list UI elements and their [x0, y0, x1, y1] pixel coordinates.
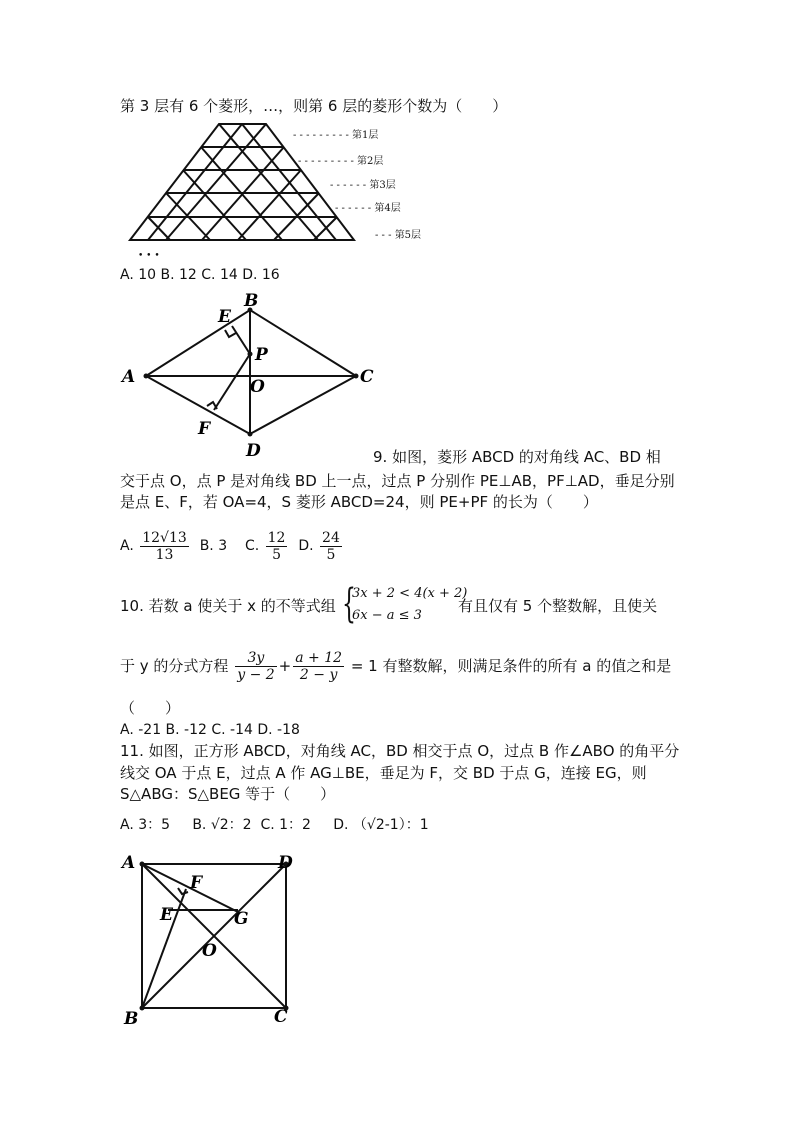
q11-label-g: G: [234, 909, 249, 929]
q9-label-a: A: [122, 367, 136, 387]
q9-option-a-numerator: 12√13: [142, 529, 187, 546]
q8-layer-4-label: 第4层: [374, 203, 401, 214]
q8-layer-5-row: [375, 226, 421, 241]
q10-answer-paren: （ ）: [120, 699, 181, 717]
q8-layer-2-row: [298, 152, 383, 167]
q9-option-c-denominator: 5: [272, 546, 281, 563]
q9-option-d-letter: D.: [298, 538, 314, 554]
q9-option-a-letter: A.: [120, 538, 134, 554]
q11-label-d: D: [278, 853, 293, 873]
q9-label-c: C: [360, 367, 374, 387]
q8-layer-5-label: 第5层: [394, 230, 422, 241]
q9-option-c-fraction: [266, 530, 288, 563]
q8-layer-1-label: 第1层: [352, 130, 379, 141]
q11-option-c: C. 1：2: [260, 817, 311, 833]
q11-line-2: 线交 OA 于点 E，过点 A 作 AG⊥BE，垂足为 F，交 BD 于点 G，连接 EG，则: [120, 764, 647, 782]
q11-options: [120, 815, 429, 835]
q9-options: [120, 524, 344, 568]
q9-option-c-letter: C.: [244, 538, 260, 554]
q9-label-e: E: [218, 307, 231, 327]
q10-fraction-1-denominator: y − 2: [237, 667, 275, 683]
q10-inequality-brace: {: [342, 581, 356, 627]
q11-label-a: A: [122, 853, 136, 873]
q10-options: A. -21 B. -12 C. -14 D. -18: [120, 722, 300, 738]
q10-line-1-prefix: 10. 若数 a 使关于 x 的不等式组: [120, 597, 336, 615]
q11-line-1: 11. 如图，正方形 ABCD，对角线 AC，BD 相交于点 O，过点 B 作∠ABO 的角平分: [120, 742, 680, 760]
q10-inequality-1: 3x + 2 < 4(x + 2): [352, 586, 468, 601]
q10-inequality-2: 6x − a ≤ 3: [352, 608, 422, 623]
q10-line-2-suffix: = 1 有整数解，则满足条件的所有 a 的值之和是: [350, 657, 672, 675]
q8-layer-1-dots: - - - - - - - - -: [293, 130, 349, 141]
q11-label-c: C: [274, 1007, 288, 1027]
q9-label-p: P: [255, 345, 268, 365]
q8-layer-2-label: 第2层: [357, 156, 384, 167]
q8-layer-4-dots: - - - - - -: [335, 203, 372, 214]
q8-layer-1-row: [293, 126, 378, 141]
q11-option-b: B. √2：2: [192, 817, 252, 833]
q10-fraction-1-numerator: 3y: [235, 650, 276, 667]
q11-label-o: O: [202, 941, 217, 961]
q8-layer-3-label: 第3层: [369, 180, 396, 191]
q8-layer-5-dots: - - -: [375, 230, 392, 241]
q9-option-a-denominator: 13: [155, 546, 174, 563]
q10-plus-sign: +: [278, 657, 292, 675]
q11-square-figure: [118, 852, 308, 1032]
q11-option-a: A. 3：5: [120, 817, 171, 833]
q9-option-a-fraction: [140, 530, 189, 563]
q9-option-d-fraction: [320, 530, 342, 563]
q9-label-f: F: [198, 419, 211, 439]
q8-question-tail: 第 3 层有 6 个菱形，…，则第 6 层的菱形个数为（ ）: [120, 97, 508, 115]
q10-line-2: [120, 644, 671, 688]
q11-label-e: E: [160, 905, 173, 925]
q9-option-b: B. 3: [199, 538, 228, 554]
q10-fraction-2-denominator: 2 − y: [299, 667, 338, 683]
q9-line-2: 交于点 O，点 P 是对角线 BD 上一点，过点 P 分别作 PE⊥AB，PF⊥AD，垂足分别: [120, 472, 675, 490]
q11-label-b: B: [124, 1009, 139, 1029]
q8-options: A. 10 B. 12 C. 14 D. 16: [120, 267, 280, 283]
q11-option-d: D. （√2-1）：1: [333, 817, 429, 833]
q9-option-d-numerator: 24: [322, 529, 340, 546]
q10-fraction-1: [235, 650, 276, 683]
q8-layer-4-row: [335, 199, 401, 214]
q8-layer-3-row: [330, 176, 396, 191]
q10-fraction-2-numerator: a + 12: [295, 650, 343, 666]
q9-label-b: B: [244, 291, 259, 311]
q10-line-2-prefix: 于 y 的分式方程: [120, 657, 229, 675]
q8-layer-2-dots: - - - - - - - - -: [298, 156, 354, 167]
q10-fraction-2: [293, 650, 344, 683]
q9-line-1: 9. 如图，菱形 ABCD 的对角线 AC、BD 相: [373, 448, 661, 466]
q9-rhombus-figure: [118, 288, 378, 468]
q9-option-c-numerator: 12: [267, 529, 286, 546]
q9-line-3: 是点 E、F，若 OA=4，S 菱形 ABCD=24，则 PE+PF 的长为（ ）: [120, 493, 598, 511]
q11-label-f: F: [190, 873, 203, 893]
q9-option-d-denominator: 5: [326, 546, 336, 563]
q9-label-o: O: [250, 377, 265, 397]
q9-label-d: D: [246, 441, 261, 461]
q8-layer-3-dots: - - - - - -: [330, 180, 367, 191]
q10-line-1-suffix: 有且仅有 5 个整数解，且使关: [458, 597, 658, 615]
q8-continuation-dots: • • •: [138, 251, 160, 261]
q11-line-3: S△ABG：S△BEG 等于（ ）: [120, 785, 336, 803]
